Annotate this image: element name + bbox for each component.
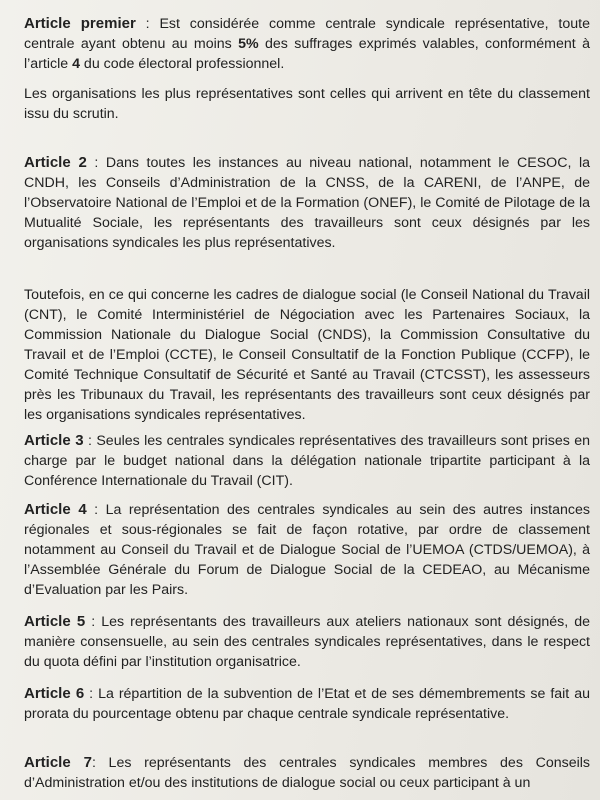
article-4-paragraph xyxy=(24,500,590,600)
article-7-paragraph xyxy=(24,753,590,793)
article-6-text: : La répartition de la subvention de l’Etat et de ses démembrements se fait au prorata du pourcentage obtenu par chaque centrale syndicale représentative. xyxy=(24,686,590,722)
article-4-text: : La représentation des centrales syndicales au sein des autres instances régionales et sous-régionales se fait de façon rotative, par ordre de classement notamment au Conseil du Travail et de Dialogue Social de l’UEMOA (CTDS/UEMOA), à l’Assemblée Générale du Forum de Dialogue Social de la CEDEAO, au Mécanisme d’Evaluation par les Pairs. xyxy=(24,502,590,598)
article-6-paragraph xyxy=(24,684,590,724)
article-1-percentage: 5% xyxy=(238,36,259,52)
article-5-paragraph xyxy=(24,612,590,672)
article-7-text: : Les représentants des centrales syndicales membres des Conseils d’Administration et/ou des institutions de dialogue social ou ceux participant à un xyxy=(24,755,590,791)
article-5-text: : Les représentants des travailleurs aux ateliers nationaux sont désignés, de manière consensuelle, au sein des centrales syndicales représentatives, dans le respect du quota défini par l’institution organisatrice. xyxy=(24,614,590,670)
article-1-article-number: 4 xyxy=(72,56,80,72)
article-1-text-part2: des suffrages exprimés valables, conformément à l’article xyxy=(24,36,590,72)
article-6-label: Article 6 xyxy=(24,685,85,702)
article-5-label: Article 5 xyxy=(24,613,86,630)
article-4-label: Article 4 xyxy=(24,501,87,518)
article-2-label: Article 2 xyxy=(24,154,87,171)
article-1-paragraph xyxy=(24,14,590,74)
article-1-text-part1: : Est considérée comme centrale syndicale représentative, toute centrale ayant obtenu au moins xyxy=(24,16,590,52)
article-1-label: Article premier xyxy=(24,15,136,32)
article-3-text: : Seules les centrales syndicales représentatives des travailleurs sont prises en charge par le budget national dans la délégation nationale tripartite participant à la Conférence Internationale du Travail (CIT). xyxy=(24,433,590,489)
article-2-text: : Dans toutes les instances au niveau national, notamment le CESOC, la CNDH, les Conseils d’Administration de la CNSS, de la CARENI, de l’ANPE, de l’Observatoire National de l’Emploi et de la Formation (ONEF), le Comité de Pilotage de la Mutualité Sociale, les représentants des travailleurs sont ceux désignés par les organisations syndicales les plus représentatives. xyxy=(24,155,590,251)
article-7-label: Article 7 xyxy=(24,754,92,771)
article-2-second-paragraph: Toutefois, en ce qui concerne les cadres de dialogue social (le Conseil National du Travail (CNT), le Comité Interministériel de Négociation avec les Partenaires Sociaux, la Commission Nationale du Dialogue Social (CNDS), la Commission Consultative du Travail et de l’Emploi (CCTE), le Conseil Consultatif de la Fonction Publique (CCFP), le Comité Technique Consultatif de Sécurité et Santé au Travail (CTCSST), les assesseurs près les Tribunaux du Travail, les représentants des travailleurs sont ceux désignés par les organisations syndicales représentatives. xyxy=(24,287,590,423)
article-1-second-paragraph: Les organisations les plus représentatives sont celles qui arrivent en tête du classement issu du scrutin. xyxy=(24,86,590,122)
article-2-paragraph xyxy=(24,153,590,253)
article-1-text-part3: du code électoral professionnel. xyxy=(79,56,285,72)
article-3-label: Article 3 xyxy=(24,432,84,449)
article-3-paragraph xyxy=(24,431,590,491)
